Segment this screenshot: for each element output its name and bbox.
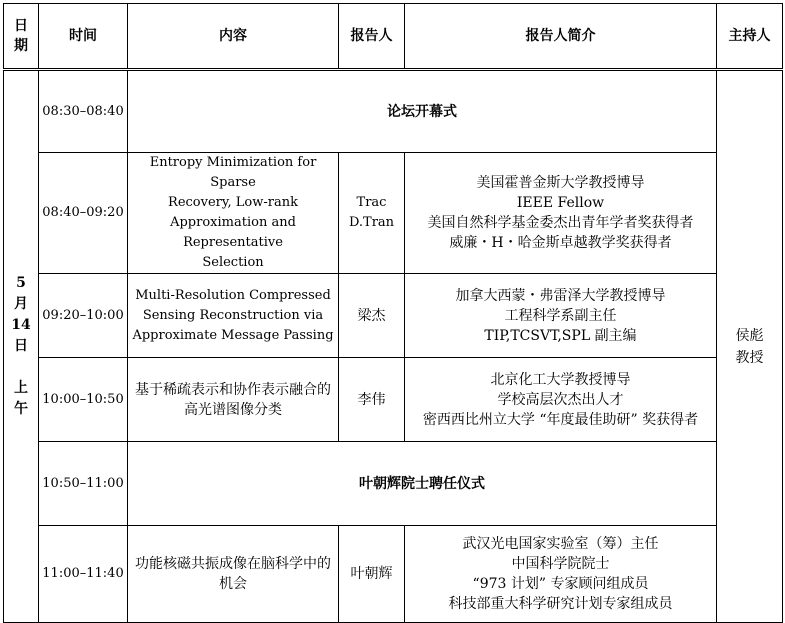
bio-line: IEEE Fellow — [516, 195, 605, 211]
date-cell — [4, 70, 39, 623]
header-row — [4, 4, 783, 70]
content-line: Recovery, Low-rank — [168, 195, 298, 210]
speaker-cell — [339, 153, 405, 274]
bio-cell — [405, 153, 717, 274]
date-char: 5 — [16, 275, 26, 291]
speaker-line: Trac — [356, 195, 387, 210]
date-char: 14 — [11, 317, 31, 333]
bio-line: 中国科学院院士 — [511, 556, 610, 572]
schedule-table — [3, 3, 783, 623]
content-line: Approximation and Representative — [170, 215, 296, 250]
bio-line: 密西西比州立大学 “年度最佳助研” 奖获得者 — [422, 411, 699, 428]
bio-line: 美国霍普金斯大学教授博导 — [476, 175, 645, 191]
host-cell — [717, 70, 783, 623]
table-row — [4, 153, 783, 274]
table-row — [4, 274, 783, 358]
bio-line: 科技部重大科学研究计划专家组成员 — [448, 596, 673, 612]
session-title: 叶朝辉院士聘任仪式 — [128, 442, 717, 526]
date-char: 上 — [14, 380, 28, 396]
content-line: Selection — [202, 255, 264, 270]
header-speaker: 报告人 — [339, 4, 405, 70]
time-cell: 08:40–09:20 — [39, 153, 128, 274]
time-cell: 10:50–11:00 — [39, 442, 128, 526]
date-gap — [7, 357, 35, 378]
content-line: 功能核磁共振成像在脑科学中的 — [135, 556, 331, 572]
bio-line: 学校高层次杰出人才 — [497, 391, 624, 408]
speaker-cell — [339, 358, 405, 442]
speaker-line: 梁杰 — [357, 307, 386, 324]
table-row — [4, 526, 783, 623]
speaker-line: D.Tran — [348, 215, 395, 230]
content-cell — [128, 274, 339, 358]
header-bio: 报告人简介 — [405, 4, 717, 70]
header-date-char: 日 — [14, 18, 28, 34]
content-line: Entropy Minimization for Sparse — [149, 155, 317, 190]
bio-line: “973 计划” 专家顾问组成员 — [472, 576, 649, 592]
date-char: 日 — [14, 338, 28, 354]
speaker-line: 李伟 — [357, 391, 386, 408]
host-title: 教授 — [735, 349, 764, 366]
time-cell: 09:20–10:00 — [39, 274, 128, 358]
content-line: 高光谱图像分类 — [184, 401, 282, 418]
date-char: 月 — [14, 296, 28, 312]
header-host: 主持人 — [717, 4, 783, 70]
content-line: Multi-Resolution Compressed — [135, 287, 331, 303]
time-cell: 11:00–11:40 — [39, 526, 128, 623]
bio-cell — [405, 526, 717, 623]
speaker-cell — [339, 274, 405, 358]
content-line: Approximate Message Passing — [132, 327, 334, 343]
header-content: 内容 — [128, 4, 339, 70]
bio-cell — [405, 274, 717, 358]
speaker-cell — [339, 526, 405, 623]
content-line: 基于稀疏表示和协作表示融合的 — [135, 381, 331, 398]
bio-line: 武汉光电国家实验室（筹）主任 — [462, 536, 659, 552]
header-date-char: 期 — [14, 38, 28, 54]
table-row — [4, 358, 783, 442]
bio-line: 美国自然科学基金委杰出青年学者奖获得者 — [427, 215, 694, 231]
bio-line: TIP,TCSVT,SPL 副主编 — [484, 327, 637, 344]
session-title: 论坛开幕式 — [128, 70, 717, 153]
date-char: 午 — [14, 401, 28, 417]
content-line: 机会 — [219, 576, 247, 592]
bio-line: 威廉・H・哈金斯卓越教学奖获得者 — [449, 235, 672, 251]
time-cell: 10:00–10:50 — [39, 358, 128, 442]
content-line: Sensing Reconstruction via — [142, 307, 324, 323]
content-cell — [128, 526, 339, 623]
speaker-line: 叶朝辉 — [350, 566, 393, 582]
bio-line: 工程科学系副主任 — [504, 307, 617, 324]
header-date — [4, 4, 39, 70]
content-cell — [128, 358, 339, 442]
table-row — [4, 442, 783, 526]
host-name: 侯彪 — [735, 327, 764, 344]
content-cell — [128, 153, 339, 274]
time-cell: 08:30–08:40 — [39, 70, 128, 153]
table-row — [4, 70, 783, 153]
bio-line: 北京化工大学教授博导 — [490, 371, 631, 388]
bio-line: 加拿大西蒙・弗雷泽大学教授博导 — [455, 287, 666, 304]
bio-cell — [405, 358, 717, 442]
header-time: 时间 — [39, 4, 128, 70]
